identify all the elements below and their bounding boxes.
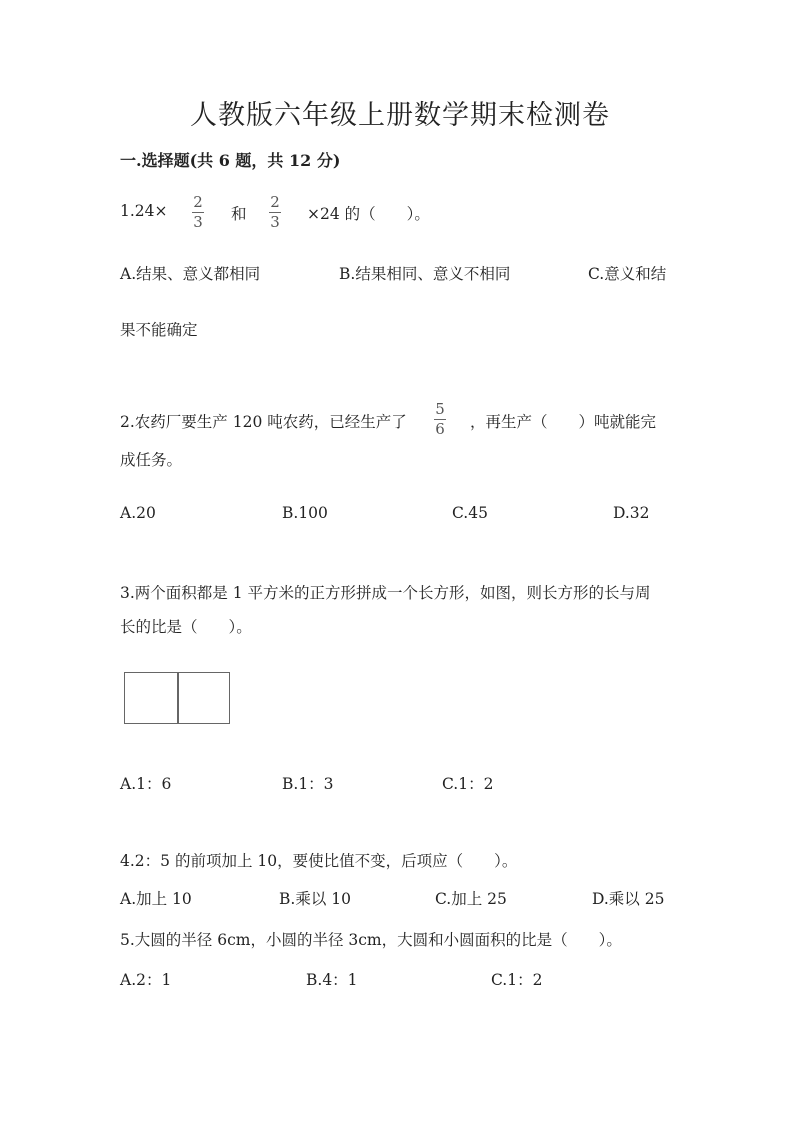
q1-fraction-1-numerator: 2 [193,193,203,211]
q1-fraction-2-numerator: 2 [270,193,280,211]
q5-option-b[interactable]: B.4：1 [306,971,358,989]
q1-suffix: ×24 的（ ）。 [307,205,430,223]
q3-line-1: 3.两个面积都是 1 平方米的正方形拼成一个长方形，如图，则长方形的长与周 [120,584,651,602]
q2-line-2: 成任务。 [120,451,183,469]
q2-option-a[interactable]: A.20 [120,504,156,522]
q2-option-b[interactable]: B.100 [282,504,328,522]
q1-prefix: 1.24× [120,202,168,220]
section-heading: 一.选择题(共 6 题，共 12 分) [120,151,341,170]
q5-option-c[interactable]: C.1：2 [491,971,543,989]
q2-fraction-numerator: 5 [435,400,445,418]
page-title: 人教版六年级上册数学期末检测卷 [190,100,610,131]
q4-option-b[interactable]: B.乘以 10 [279,890,351,908]
q2-prefix: 2.农药厂要生产 120 吨农药，已经生产了 [120,413,407,431]
q1-option-c[interactable]: C.意义和结 [588,265,667,283]
q5-text: 5.大圆的半径 6cm，小圆的半径 3cm，大圆和小圆面积的比是（ ）。 [120,931,622,949]
q2-option-d[interactable]: D.32 [613,504,650,522]
q1-connector: 和 [231,205,247,223]
q1-fraction-2 [269,194,281,231]
q1-fraction-1-denominator: 3 [193,213,203,231]
q4-option-c[interactable]: C.加上 25 [435,890,507,908]
q3-line-2: 长的比是（ ）。 [120,618,252,636]
square-divider [177,673,179,723]
q5-option-a[interactable]: A.2：1 [120,971,172,989]
q3-option-c[interactable]: C.1：2 [442,775,494,793]
q2-fraction-denominator: 6 [435,420,445,438]
q2-suffix: ，再生产（ ）吨就能完 [470,413,657,431]
q1-option-c-continued: 果不能确定 [120,321,198,339]
q1-fraction-2-denominator: 3 [270,213,280,231]
q1-fraction-1 [192,194,204,231]
q2-fraction [434,401,446,438]
two-squares-rectangle-figure [124,672,230,724]
q4-option-d[interactable]: D.乘以 25 [592,890,665,908]
q2-option-c[interactable]: C.45 [452,504,488,522]
q4-text: 4.2：5 的前项加上 10，要使比值不变，后项应（ ）。 [120,852,518,870]
q1-option-a[interactable]: A.结果、意义都相同 [120,265,261,283]
q3-option-a[interactable]: A.1：6 [120,775,172,793]
q4-option-a[interactable]: A.加上 10 [120,890,192,908]
q1-option-b[interactable]: B.结果相同、意义不相同 [339,265,511,283]
q3-option-b[interactable]: B.1：3 [282,775,334,793]
